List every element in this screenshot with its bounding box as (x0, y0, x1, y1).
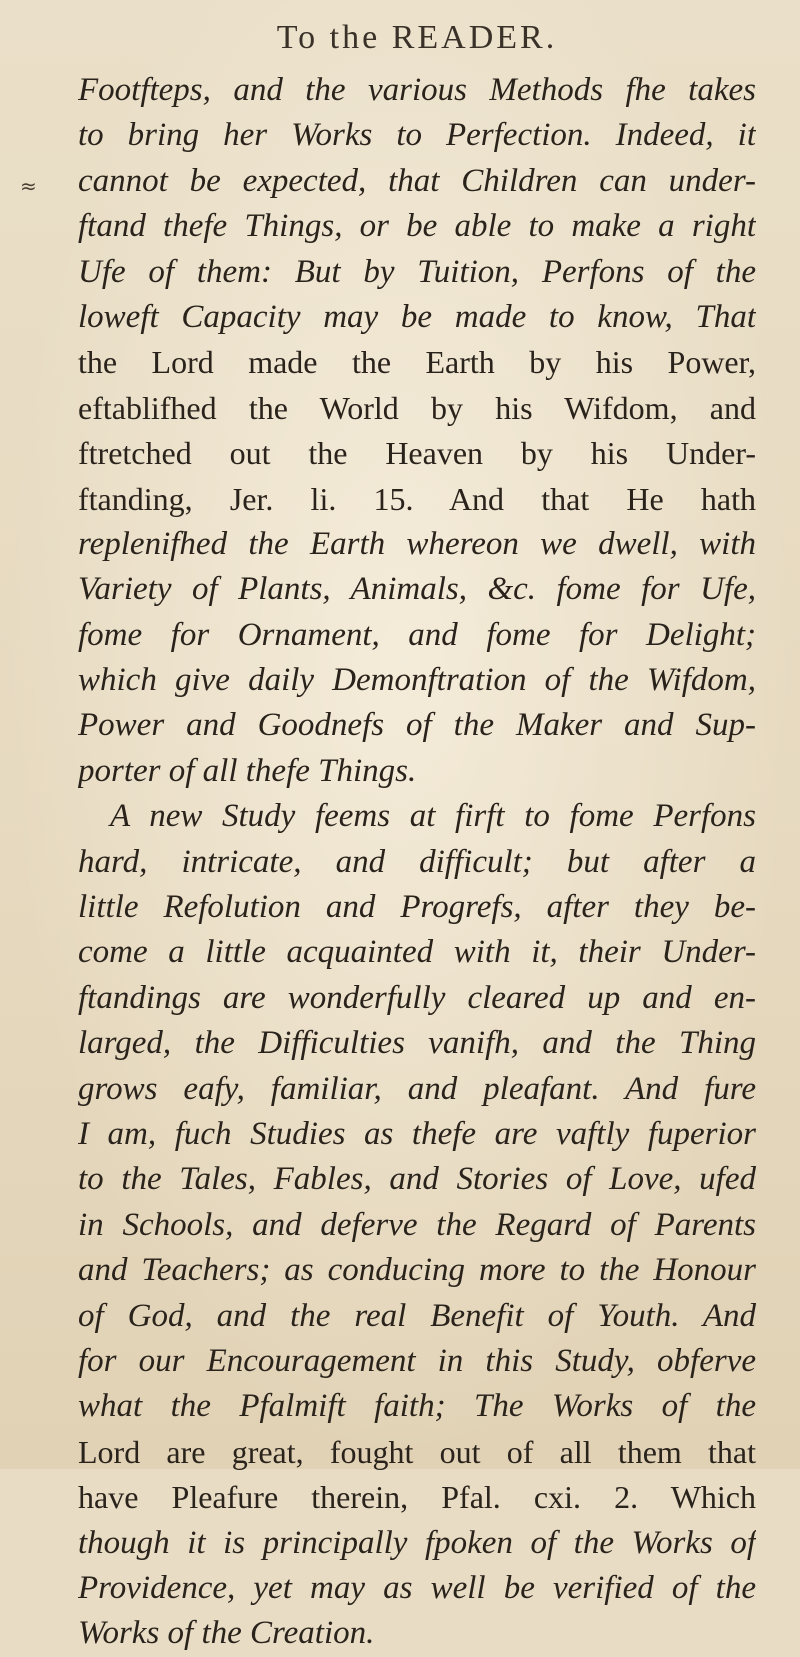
text-line: Power and Goodnefs of the Maker and Sup- (78, 707, 756, 744)
text-line: porter of all thefe Things. (78, 752, 417, 789)
text-line: have Pleafure therein, Pfal. cxi. 2. Which (78, 1479, 756, 1516)
text-line: little Refolution and Progrefs, after they be- (78, 889, 756, 926)
body-text (78, 68, 756, 1657)
text-line: to bring her Works to Perfection. Indeed, it (78, 117, 756, 154)
text-line: ftand thefe Things, or be able to make a right (78, 208, 756, 245)
text-line: come a little acquainted with it, their Under- (78, 934, 756, 971)
text-line: Lord are great, fought out of all them that (78, 1433, 756, 1470)
running-head: To the READER. (276, 19, 558, 56)
text-line: in Schools, and deferve the Regard of Parents (78, 1206, 756, 1243)
text-line: grows eafy, familiar, and pleafant. And fure (78, 1070, 756, 1107)
text-line: A new Study feems at firft to fome Perfons (110, 798, 756, 835)
text-line: ftretched out the Heaven by his Under- (78, 435, 756, 472)
text-line: for our Encouragement in this Study, obferve (78, 1342, 756, 1379)
text-line: to the Tales, Fables, and Stories of Love, ufed (78, 1161, 756, 1198)
text-line: of God, and the real Benefit of Youth. And (78, 1297, 756, 1334)
text-line: Variety of Plants, Animals, &c. fome for Ufe, (78, 571, 756, 608)
text-line: what the Pfalmift faith; The Works of the (78, 1388, 756, 1425)
text-line: Works of the Creation. (78, 1615, 375, 1652)
text-line: though it is principally fpoken of the Works of (78, 1524, 756, 1561)
text-line: eftablifhed the World by his Wifdom, and (78, 389, 756, 426)
text-line: ftanding, Jer. li. 15. And that He hath (78, 480, 756, 517)
text-line: Providence, yet may as well be verified of the (78, 1569, 756, 1606)
text-line: Ufe of them: But by Tuition, Perfons of the (78, 253, 756, 290)
text-line: loweft Capacity may be made to know, That (78, 298, 756, 335)
text-line: replenifhed the Earth whereon we dwell, with (78, 525, 756, 562)
text-line: and Teachers; as conducing more to the Honour (78, 1252, 756, 1289)
text-line: ftandings are wonderfully cleared up and en- (78, 979, 756, 1016)
margin-mark: ≈ (20, 174, 37, 198)
text-line: I am, fuch Studies as thefe are vaftly fuperior (78, 1115, 756, 1152)
text-line: which give daily Demonftration of the Wifdom, (78, 662, 756, 699)
text-line: hard, intricate, and difficult; but after a (78, 843, 756, 880)
text-line: Footfteps, and the various Methods fhe takes (78, 72, 756, 108)
text-line: the Lord made the Earth by his Power, (78, 344, 756, 381)
text-line: cannot be expected, that Children can under- (78, 162, 756, 199)
text-line: fome for Ornament, and fome for Delight; (78, 616, 756, 653)
text-line: larged, the Difficulties vanifh, and the Thing (78, 1025, 756, 1062)
